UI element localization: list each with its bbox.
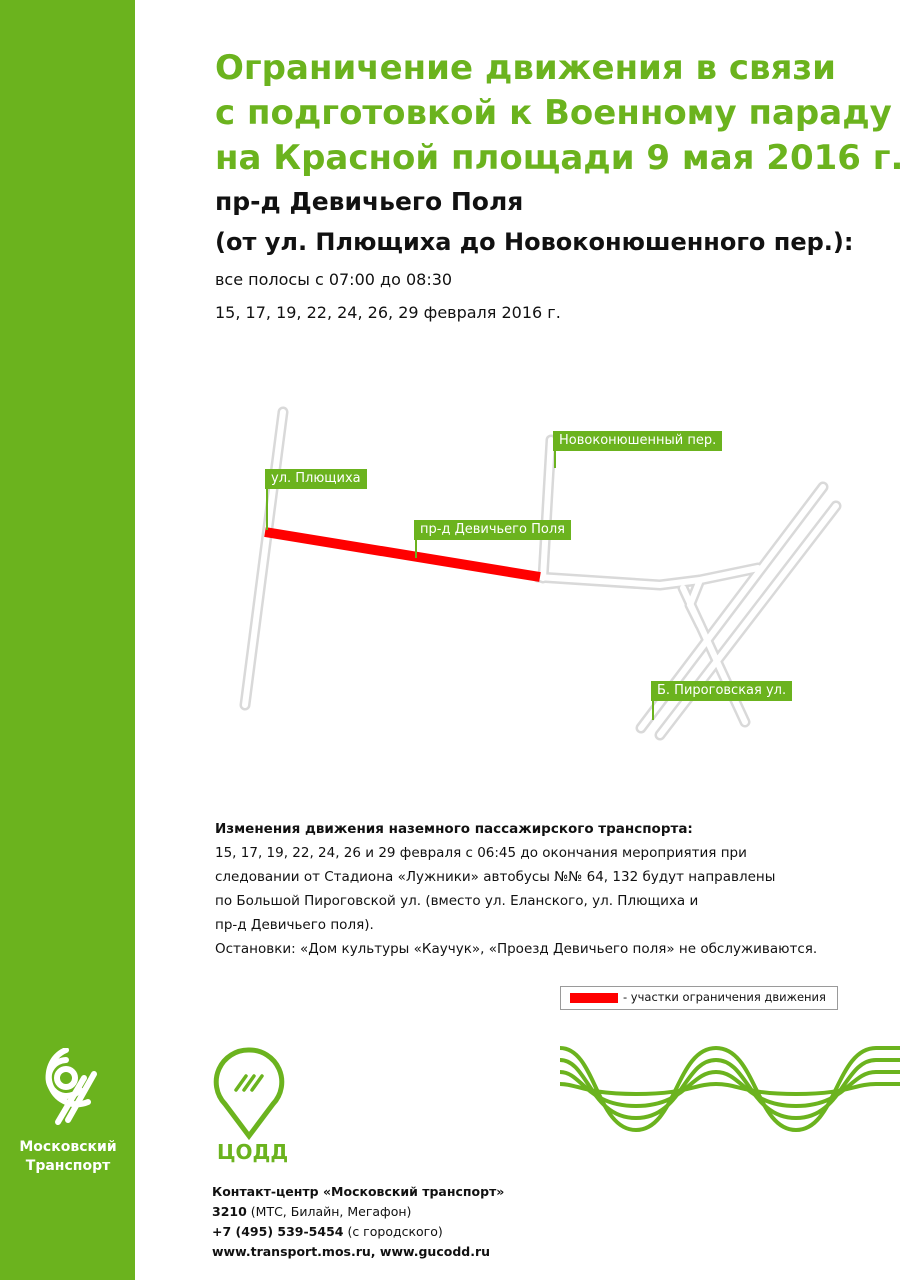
- info-line: Остановки: «Дом культуры «Каучук», «Проезд Девичьего поля» не обслуживаются.: [215, 941, 818, 957]
- restricted-section: (от ул. Плющиха до Новоконюшенного пер.):: [215, 228, 854, 256]
- info-line: пр-д Девичьего поля).: [215, 917, 374, 933]
- codd-logo-icon: [211, 1046, 287, 1142]
- websites: www.transport.mos.ru, www.gucodd.ru: [212, 1244, 491, 1259]
- moscow-transport-name: Московский Транспорт: [19, 1139, 117, 1174]
- contact-center: Контакт-центр «Московский транспорт»: [212, 1184, 505, 1199]
- map-label-pirogovskaya: Б. Пироговская ул.: [651, 681, 792, 701]
- info-line: следовании от Стадиона «Лужники» автобусы №№ 64, 132 будут направлены: [215, 869, 776, 885]
- restriction-dates: 15, 17, 19, 22, 24, 26, 29 февраля 2016 г.: [215, 303, 561, 322]
- legend-red-swatch: [570, 993, 618, 1003]
- info-line: по Большой Пироговской ул. (вместо ул. Еланского, ул. Плющиха и: [215, 893, 699, 909]
- map-label-devichyego: пр-д Девичьего Поля: [414, 520, 571, 540]
- codd-name: ЦОДД: [217, 1140, 289, 1164]
- map-label-plyushikha: ул. Плющиха: [265, 469, 367, 489]
- street-name: пр-д Девичьего Поля: [215, 187, 524, 216]
- moscow-transport-logo-icon: [18, 1048, 118, 1128]
- info-line: 15, 17, 19, 22, 24, 26 и 29 февраля с 06:45 до окончания мероприятия при: [215, 845, 747, 861]
- decorative-waves-icon: [556, 1040, 904, 1140]
- map-legend: [560, 986, 838, 1010]
- lanes-time: все полосы с 07:00 до 08:30: [215, 270, 453, 289]
- map-label-novokonyushenny: Новоконюшенный пер.: [553, 431, 722, 451]
- phone-note: (с городского): [347, 1224, 443, 1239]
- page-title: Ограничение движения в связи с подготовкой к Военному параду на Красной площади 9 мая 2016 г.: [215, 48, 904, 178]
- legend-text: - участки ограничения движения: [623, 990, 826, 1004]
- transport-changes: [215, 817, 895, 961]
- contact-info: [212, 1182, 504, 1262]
- phone-number: +7 (495) 539-5454: [212, 1224, 344, 1239]
- short-number-note: (МТС, Билайн, Мегафон): [250, 1204, 412, 1219]
- short-number: 3210: [212, 1204, 247, 1219]
- transport-changes-title: Изменения движения наземного пассажирского транспорта:: [215, 821, 693, 837]
